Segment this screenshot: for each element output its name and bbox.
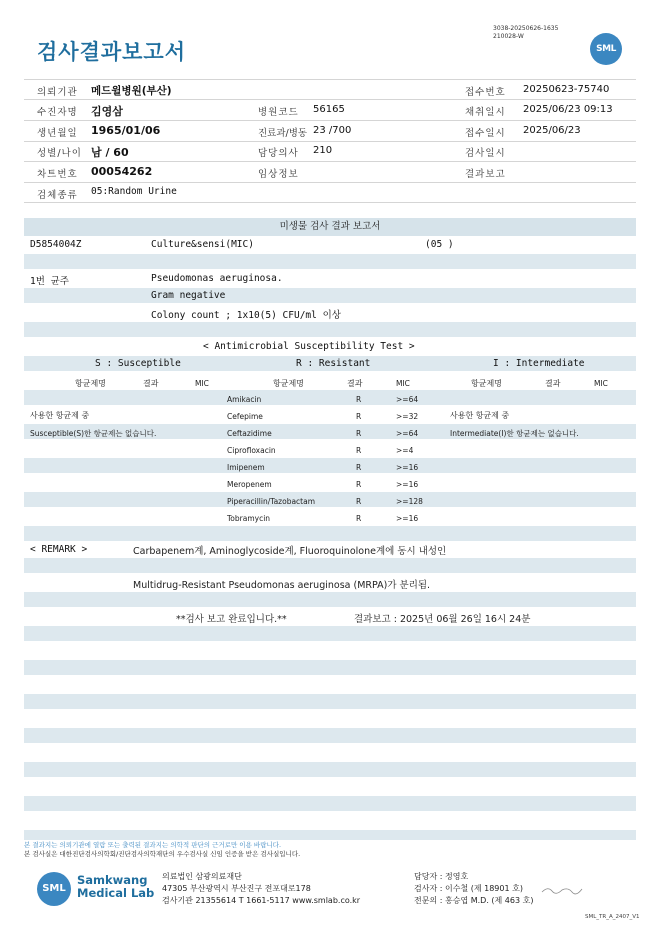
drug-result: R [356,429,362,438]
document-id-line2: 210028-W [493,33,524,40]
receipt-no-label: 접수번호 [465,87,506,98]
specimen-label: 검체종류 [37,190,78,201]
divider [24,79,636,80]
test-seq: (05 ) [425,239,454,250]
col-drug-right: 항균제명 [471,379,502,388]
remark-line-1: Carbapenem계, Aminoglycoside계, Fluoroquinolone계에 동시 내성인 [133,546,447,557]
left-note-2: Susceptible(S)한 항균제는 없습니다. [30,429,157,438]
form-code: SML_TR_A_2407_V1 [585,914,640,920]
staff1-label: 담당자 : [414,872,443,881]
susceptible-legend: S : Susceptible [95,358,181,369]
ast-title: < Antimicrobial Susceptibility Test > [203,341,415,352]
footer-brand [77,874,154,900]
drug-mic: >=64 [396,429,419,438]
remark-label: < REMARK > [30,544,88,555]
dept-label: 진료과/병동 [258,128,308,139]
row-band [24,458,636,473]
right-note-2: Intermediate(I)한 항균제는 없습니다. [450,429,579,438]
drug-name: Piperacillin/Tazobactam [227,497,316,506]
document-id-line1: 3038-20250626-1635 [493,25,559,32]
footnote-1: 본 결과지는 의뢰기관에 열람 또는 출력된 결과지는 의학적 판단의 근거로만 이용 바랍니다. [24,841,282,849]
drug-result: R [356,463,362,472]
receipt-no-value: 20250623-75740 [523,84,610,95]
drug-result: R [356,480,362,489]
row-band [24,592,636,607]
drug-name: Ciprofloxacin [227,446,276,455]
hospital-code-label: 병원코드 [258,107,299,118]
drug-name: Meropenem [227,480,272,489]
org-info [162,871,360,907]
collect-label: 채취일시 [465,107,506,118]
left-note-1: 사용한 항균제 중 [30,411,90,420]
drug-result: R [356,395,362,404]
name-label: 수진자명 [37,107,78,118]
document-id [493,25,558,41]
sml-logo: SML [590,33,622,65]
org-contact: 검사기관 21355614 T 1661-5117 www.smlab.co.kr [162,896,361,905]
chart-label: 차트번호 [37,169,78,180]
report-label: 결과보고 [465,169,506,180]
col-result-right: 결과 [545,379,561,388]
specimen-value: 05:Random Urine [91,186,177,197]
received-label: 접수일시 [465,128,506,139]
drug-name: Cefepime [227,412,263,421]
collect-value: 2025/06/23 09:13 [523,104,613,115]
completion-note: **검사 보고 완료입니다.** [176,614,287,625]
drug-mic: >=64 [396,395,419,404]
footer-logo: SML [37,872,71,906]
staff-info [414,871,533,907]
divider [24,182,636,183]
row-band [24,526,636,541]
intermediate-legend: I : Intermediate [493,358,585,369]
doctor-label: 담당의사 [258,148,299,159]
drug-mic: >=32 [396,412,419,421]
resistant-legend: R : Resistant [296,358,371,369]
signature [540,880,584,890]
dob-label: 생년월일 [37,128,78,139]
doctor-value: 210 [313,145,333,156]
col-mic-left: MIC [195,379,209,388]
drug-name: Imipenem [227,463,265,472]
row-band [24,660,636,675]
col-mic-mid: MIC [396,379,410,388]
row-band [24,830,636,840]
col-result-mid: 결과 [347,379,363,388]
drug-name: Amikacin [227,395,262,404]
row-band [24,728,636,743]
staff1: 정영호 [444,872,469,881]
divider [24,99,636,100]
col-mic-right: MIC [594,379,608,388]
divider [24,141,636,142]
chart-value: 00054262 [91,165,153,178]
institution-label: 의뢰기관 [37,87,78,98]
row-band [24,288,636,303]
test-name: Culture&sensi(MIC) [151,239,254,250]
staff2-label: 검사자 : [414,884,443,893]
drug-name: Tobramycin [227,514,271,523]
divider [24,120,636,121]
micro-section-title: 미생물 검사 결과 보고서 [24,218,636,236]
row-band [24,626,636,641]
remark-line-2: Multidrug-Resistant Pseudomonas aeruginosa (MRPA)가 분리됨. [133,580,431,591]
row-band [24,254,636,269]
report-time: 결과보고 : 2025년 06월 26일 16시 24분 [354,614,531,625]
gram-stain: Gram negative [151,290,226,301]
staff2: 이수철 (제 18901 호) [444,884,523,893]
row-band [24,390,636,405]
row-band [24,322,636,337]
org-address: 47305 부산광역시 부산진구 전포대로178 [162,884,311,893]
colony-count: Colony count ; 1x10(5) CFU/ml 이상 [151,310,341,321]
drug-mic: >=16 [396,480,419,489]
hospital-code-value: 56165 [313,104,345,115]
sex-label: 성별/나이 [37,148,82,159]
row-band [24,796,636,811]
drug-result: R [356,497,362,506]
divider [24,161,636,162]
drug-name: Ceftazidime [227,429,272,438]
staff3-label: 전문의 : [414,896,443,905]
footnote-2: 본 검사실은 대한진단검사의학회/진단검사의학재단의 우수검사실 신임 인증을 받은 검사실입니다. [24,850,301,858]
brand-line-1: Samkwang [77,873,148,887]
brand-line-2: Medical Lab [77,886,155,900]
organism-name: Pseudomonas aeruginosa. [151,273,283,284]
row-band [24,762,636,777]
staff3: 홍승엽 M.D. (제 463 호) [444,896,534,905]
right-note-1: 사용한 항균제 중 [450,411,510,420]
dob-value: 1965/01/06 [91,124,161,137]
drug-result: R [356,412,362,421]
sex-value: 남 / 60 [91,146,129,159]
col-drug-left: 항균제명 [75,379,106,388]
drug-mic: >=16 [396,463,419,472]
row-band [24,558,636,573]
divider [24,202,636,203]
name-value: 김영삼 [91,105,123,118]
test-date-label: 검사일시 [465,148,506,159]
page-title: 검사결과보고서 [37,40,187,64]
drug-mic: >=128 [396,497,423,506]
drug-mic: >=16 [396,514,419,523]
row-band [24,492,636,507]
col-result-left: 결과 [143,379,159,388]
institution-value: 메드윌병원(부산) [91,85,172,97]
col-drug-mid: 항균제명 [273,379,304,388]
drug-mic: >=4 [396,446,414,455]
dept-value: 23 /700 [313,125,352,136]
drug-result: R [356,514,362,523]
received-value: 2025/06/23 [523,125,581,136]
organism-label: 1번 균주 [30,276,69,287]
clinical-label: 임상정보 [258,169,299,180]
org-name: 의료법인 삼광의료재단 [162,872,242,881]
drug-result: R [356,446,362,455]
test-code: D5854004Z [30,239,82,250]
row-band [24,694,636,709]
